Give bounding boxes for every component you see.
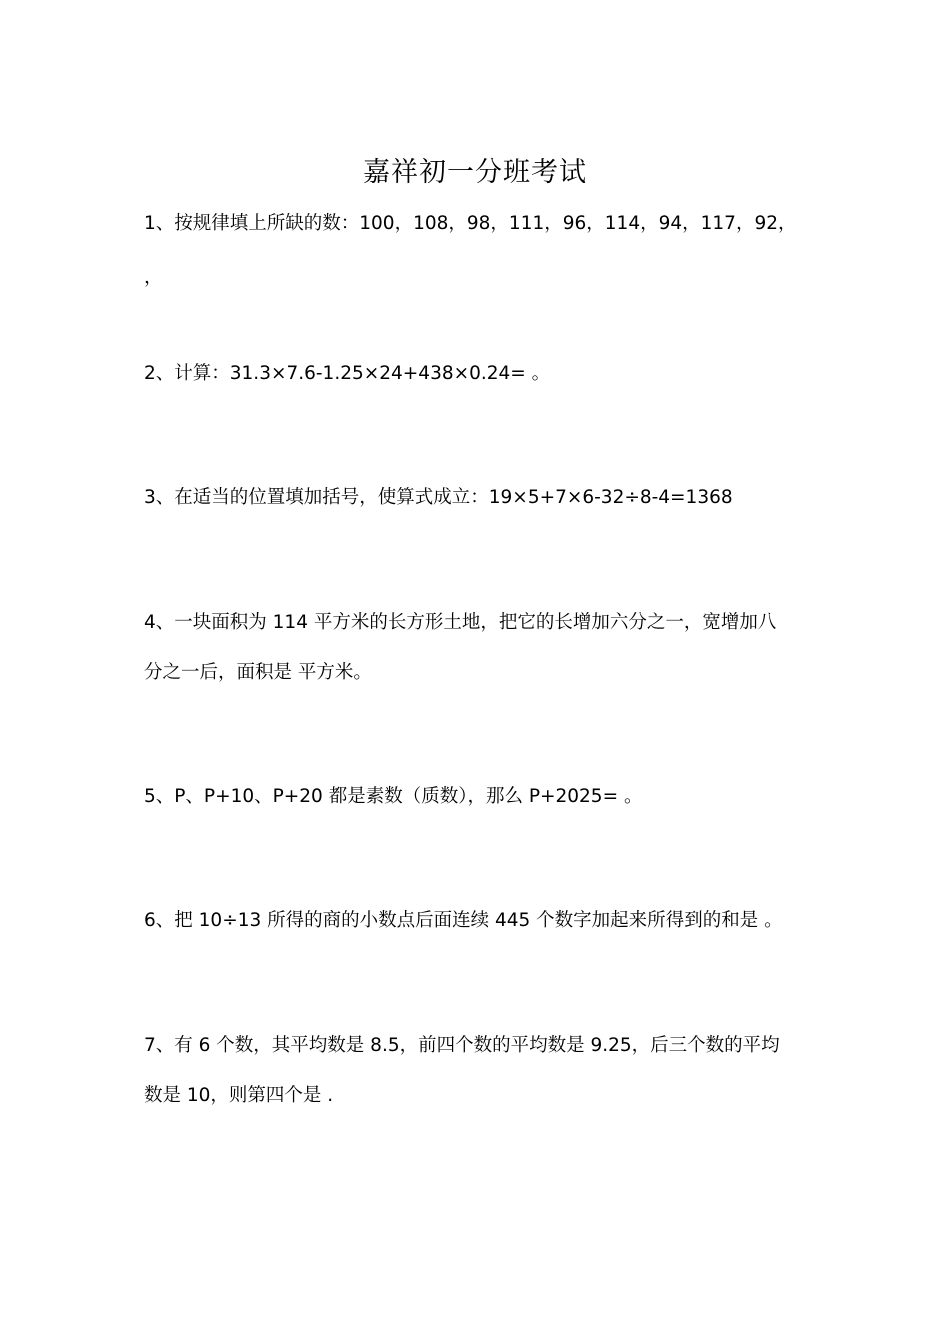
question-1-line-1: 1、按规律填上所缺的数：100，108，98，111，96，114，94，117，92， [144, 213, 797, 234]
question-4-line-2: 分之一后，面积是 平方米。 [144, 662, 372, 683]
question-7-line-1: 7、有 6 个数，其平均数是 8.5，前四个数的平均数是 9.25，后三个数的平均 [144, 1035, 780, 1056]
question-2-line-1: 2、计算：31.3×7.6-1.25×24+438×0.24= 。 [144, 363, 551, 384]
question-6-line-1: 6、把 10÷13 所得的商的小数点后面连续 445 个数字加起来所得到的和是 。 [144, 910, 783, 931]
question-1-line-2: ， [144, 267, 163, 288]
question-4-line-1: 4、一块面积为 114 平方米的长方形土地，把它的长增加六分之一，宽增加八 [144, 612, 777, 633]
page-title: 嘉祥初一分班考试 [363, 157, 587, 188]
question-3-line-1: 3、在适当的位置填加括号，使算式成立：19×5+7×6-32÷8-4=1368 [144, 487, 733, 508]
question-5-line-1: 5、P、P+10、P+20 都是素数（质数），那么 P+2025= 。 [144, 786, 643, 807]
question-7-line-2: 数是 10，则第四个是 . [144, 1085, 334, 1106]
